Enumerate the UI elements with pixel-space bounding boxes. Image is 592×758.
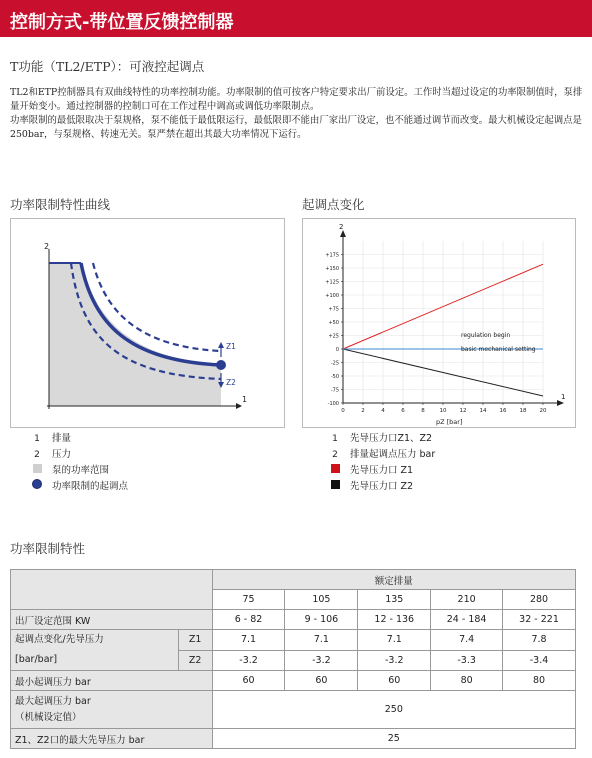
power-curve-title: 功率限制特性曲线 (10, 197, 111, 212)
table-cell: 80 (503, 671, 576, 691)
red-square-icon (331, 464, 340, 473)
legend-item (328, 479, 435, 495)
x-tick-label: 10 (439, 408, 447, 414)
legend-marker: 2 (34, 450, 40, 460)
table-cell: -3.2 (212, 650, 285, 671)
y-axis-number: 2 (339, 223, 344, 231)
x-axis-label: pZ [bar] (436, 418, 463, 426)
table-cell: 60 (212, 671, 285, 691)
table-row (11, 691, 576, 729)
z1-arrow-head (218, 342, 224, 348)
legend-text: 功率限制的起调点 (52, 481, 129, 492)
y-tick-label: +50 (328, 320, 339, 326)
row-label (11, 630, 179, 671)
setpoint-change-svg (303, 219, 577, 429)
description-text (10, 86, 585, 142)
x-tick-label: 20 (539, 408, 547, 414)
y-tick-label: +25 (328, 333, 339, 340)
table-corner (11, 570, 213, 610)
table-cell: 60 (285, 671, 358, 691)
legend-marker: 2 (332, 450, 338, 460)
y-tick-label: -100 (327, 401, 339, 407)
setpoint-legend (328, 431, 435, 495)
power-limit-table-title: 功率限制特性 (10, 541, 86, 556)
table-row (11, 671, 576, 691)
y-tick-label: 0 (335, 347, 339, 353)
table-cell: 7.8 (503, 630, 576, 651)
legend-text: 排量 (52, 433, 72, 444)
x-tick-label: 18 (519, 408, 527, 414)
x-tick-label: 6 (401, 408, 405, 414)
legend-item (328, 463, 435, 479)
row-label (11, 691, 213, 729)
y-tick-label: +175 (325, 252, 339, 259)
annotation-regulation-begin: regulation begin (461, 332, 511, 339)
table-row (11, 729, 576, 749)
table-row (11, 610, 576, 630)
black-square-icon (331, 480, 340, 489)
x-tick-label: 16 (499, 408, 507, 414)
table-cell: 80 (431, 671, 503, 691)
row-label-line: （机械设定值） (15, 711, 82, 723)
legend-text: 先导压力口 Z1 (350, 465, 414, 476)
legend-item (328, 431, 435, 447)
size-cell: 135 (358, 590, 431, 610)
legend-item (30, 431, 128, 447)
gray-square-icon (33, 464, 42, 473)
row-sublabel: Z1 (178, 630, 212, 651)
y-tick-label: +150 (325, 266, 339, 272)
legend-marker: 1 (34, 434, 40, 444)
setpoint-change-title: 起调点变化 (302, 197, 365, 212)
x-tick-label: 12 (459, 408, 467, 414)
table-cell: 12 - 136 (358, 610, 431, 630)
annotation-basic-setting: basic mechanical setting (461, 346, 536, 353)
y-axis-number: 2 (44, 242, 50, 251)
table-cell: -3.2 (285, 650, 358, 671)
table-cell: -3.2 (358, 650, 431, 671)
y-tick-label: -75 (330, 387, 339, 394)
power-curve-chart (10, 218, 285, 428)
row-label-line: 最大起调压力 bar (15, 695, 91, 707)
y-tick-label: +100 (325, 293, 339, 299)
row-label-line: [bar/bar] (15, 654, 58, 665)
x-tick-label: 4 (381, 408, 385, 414)
x-tick-label: 8 (421, 408, 425, 414)
x-axis-number: 1 (561, 393, 566, 401)
table-cell: -3.3 (431, 650, 503, 671)
table-cell: 7.4 (431, 630, 503, 651)
size-cell: 75 (212, 590, 285, 610)
paragraph-2: 功率限制的最低限取决于泵规格，泵不能低于最低限运行，最低限即不能由厂家出厂设定，也不能通过调节而改变。最大机械设定起调点是250bar，与泵规格、转速无关。泵严禁在超出其最大功率情况下运行。 (10, 115, 582, 140)
legend-item (30, 447, 128, 463)
table-cell: 9 - 106 (285, 610, 358, 630)
y-tick-label: -50 (330, 374, 339, 380)
legend-text: 泵的功率范围 (52, 465, 110, 476)
y-tick-label: +125 (325, 279, 339, 286)
legend-item (30, 479, 128, 495)
table-cell: 250 (212, 691, 575, 729)
label-z2: Z2 (226, 378, 236, 387)
row-label: 最小起调压力 bar (11, 671, 213, 691)
row-label: Z1、Z2口的最大先导压力 bar (11, 729, 213, 749)
legend-text: 先导压力口Z1、Z2 (350, 433, 433, 444)
table-cell: 25 (212, 729, 575, 749)
table-cell: -3.4 (503, 650, 576, 671)
legend-item (328, 447, 435, 463)
power-curve-svg (11, 219, 286, 429)
label-z1: Z1 (226, 342, 236, 351)
legend-marker: 1 (332, 434, 338, 444)
setpoint-change-chart (302, 218, 576, 428)
table-cell: 24 - 184 (431, 610, 503, 630)
table-cell: 7.1 (358, 630, 431, 651)
y-axis-arrow (340, 230, 346, 237)
table-cell: 6 - 82 (212, 610, 285, 630)
size-cell: 105 (285, 590, 358, 610)
page-title: 控制方式-带位置反馈控制器 (0, 0, 592, 37)
x-tick-label: 0 (341, 408, 345, 414)
section-subtitle: T功能（TL2/ETP）：可液控起调点 (10, 59, 205, 74)
y-tick-label: -25 (330, 360, 339, 367)
paragraph-1: TL2和ETP控制器具有双曲线特性的功率控制功能。功率限制的值可按客户特定要求出厂前设定。工作时当超过设定的功率限制值时，泵排量开始变小。通过控制器的控制口可在工作过程中调高或调低功率限制点。 (10, 87, 583, 112)
x-axis-number: 1 (242, 395, 248, 404)
x-tick-label: 14 (479, 408, 487, 414)
power-limit-start-point (216, 360, 226, 370)
size-cell: 280 (503, 590, 576, 610)
power-curve-legend (30, 431, 128, 495)
legend-item (30, 463, 128, 479)
row-sublabel: Z2 (178, 650, 212, 671)
table-cell: 32 - 221 (503, 610, 576, 630)
row-label: 出厂设定范围 KW (11, 610, 213, 630)
grid (343, 241, 543, 403)
table-row (11, 570, 576, 590)
row-label-line: 起调点变化/先导压力 (15, 634, 104, 645)
power-limit-table (10, 569, 576, 749)
legend-text: 排量起调点压力 bar (350, 449, 436, 460)
table-cell: 60 (358, 671, 431, 691)
table-row (11, 630, 576, 651)
rated-displacement-header: 额定排量 (212, 570, 575, 590)
blue-dot-icon (32, 479, 42, 489)
legend-text: 先导压力口 Z2 (350, 481, 414, 492)
x-tick-label: 2 (361, 408, 365, 414)
legend-text: 压力 (52, 449, 72, 460)
table-cell: 7.1 (212, 630, 285, 651)
size-cell: 210 (431, 590, 503, 610)
table-cell: 7.1 (285, 630, 358, 651)
y-tick-label: +75 (328, 306, 339, 313)
